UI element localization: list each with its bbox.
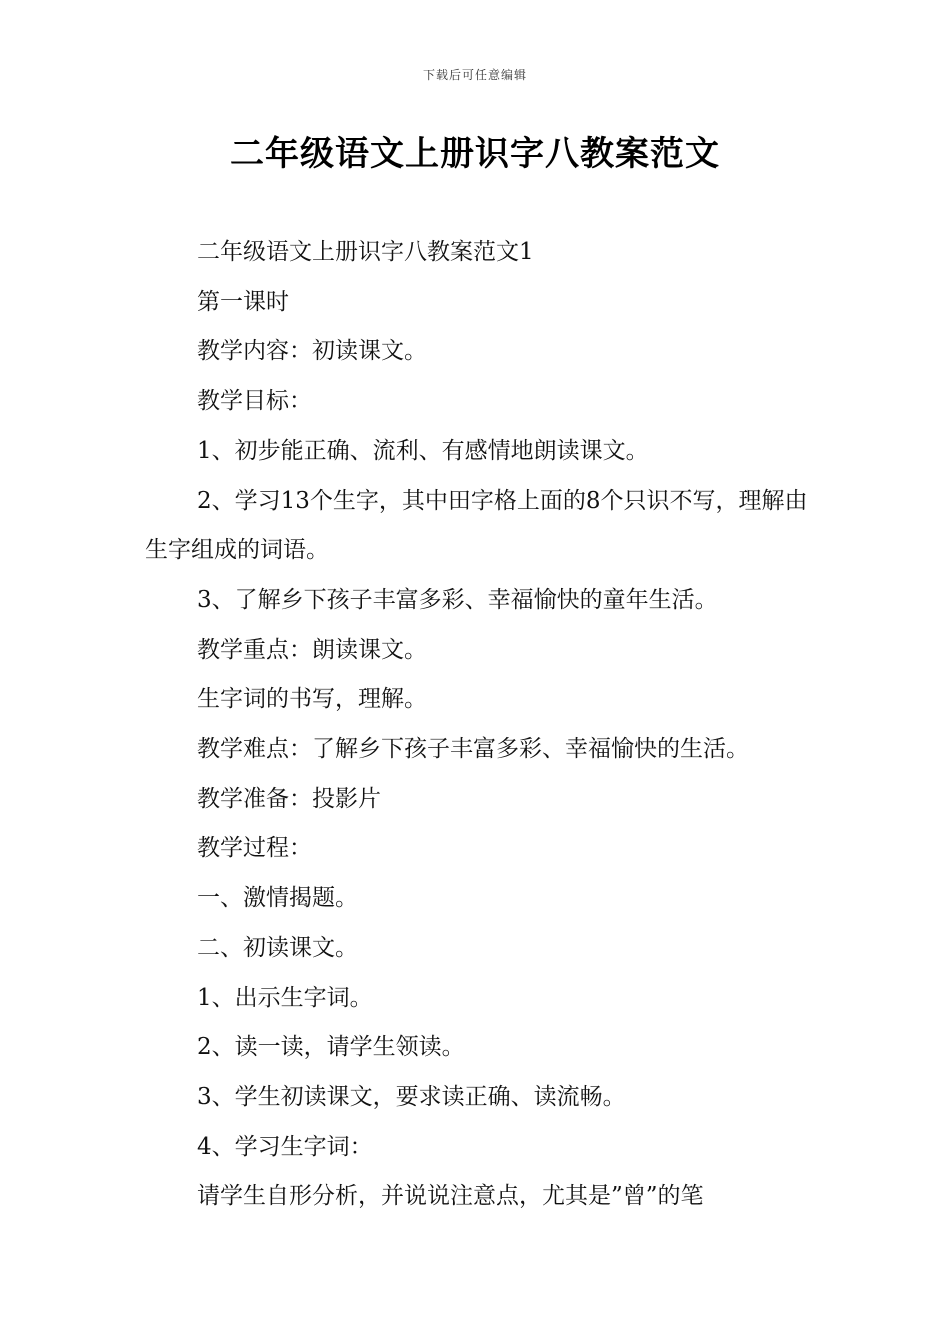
paragraph-substep-1: 1、出示生字词。: [197, 984, 373, 1011]
paragraph-substep-4: 4、学习生字词：: [197, 1133, 373, 1160]
paragraph-instruction: 请学生自形分析，并说说注意点，尤其是”曾”的笔: [197, 1183, 704, 1210]
paragraph-goal-3: 3、了解乡下孩子丰富多彩、幸福愉快的童年生活。: [197, 586, 718, 613]
paragraph-lesson: 第一课时: [197, 288, 289, 315]
document-title: 二年级语文上册识字八教案范文: [230, 134, 720, 174]
paragraph-preparation: 教学准备：投影片: [197, 785, 381, 812]
document-body: [145, 228, 815, 1222]
header-note: 下载后可任意编辑: [422, 68, 527, 82]
paragraph-goals-heading: 教学目标：: [197, 388, 312, 415]
paragraph-key-point: 教学重点：朗读课文。: [197, 636, 427, 663]
paragraph-step-1: 一、激情揭题。: [197, 885, 358, 912]
paragraph-goal-1: 1、初步能正确、流利、有感情地朗读课文。: [197, 437, 649, 464]
paragraph-process-heading: 教学过程：: [197, 835, 312, 862]
paragraph-difficulty: 教学难点：了解乡下孩子丰富多彩、幸福愉快的生活。: [197, 736, 749, 763]
paragraph-step-2: 二、初读课文。: [197, 934, 358, 961]
paragraph-content: 教学内容：初读课文。: [197, 338, 427, 365]
paragraph-goal-2: 2、学习13个生字，其中田字格上面的8个只识不写，理解由生字组成的词语。: [145, 487, 808, 564]
paragraph-substep-3: 3、学生初读课文，要求读正确、读流畅。: [197, 1083, 626, 1110]
paragraph-substep-2: 2、读一读，请学生领读。: [197, 1034, 465, 1061]
paragraph-subtitle: 二年级语文上册识字八教案范文1: [197, 239, 534, 265]
paragraph-key-point-2: 生字词的书写，理解。: [197, 686, 427, 713]
